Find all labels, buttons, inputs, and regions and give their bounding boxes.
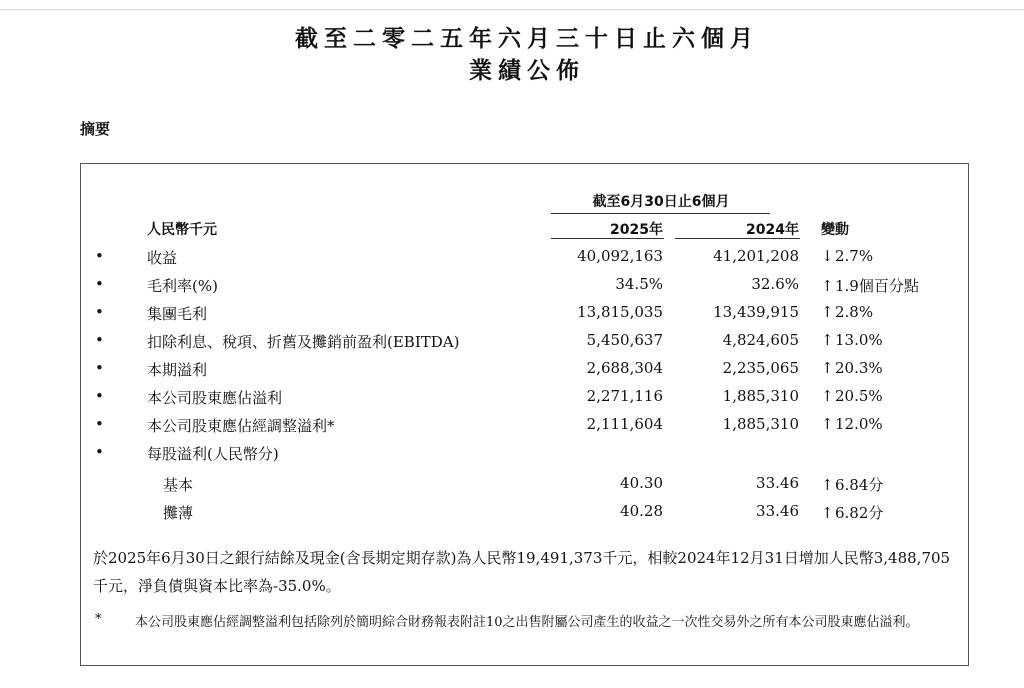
arrow-up-icon: ↑ (821, 331, 834, 349)
arrow-up-icon: ↑ (821, 415, 834, 433)
page-title: 截至二零二五年六月三十日止六個月 (295, 26, 759, 52)
value-2025: 40,092,163 (577, 247, 663, 265)
change-cell (821, 474, 883, 495)
page-subtitle: 業績公佈 (469, 58, 585, 84)
change-cell (821, 247, 873, 265)
change-value: 2.8% (835, 303, 874, 321)
row-label: 毛利率(%) (147, 277, 218, 295)
row-label: 基本 (163, 476, 194, 494)
arrow-up-icon: ↑ (821, 504, 834, 522)
row-label: 攤薄 (163, 504, 194, 522)
change-cell (821, 331, 883, 349)
change-value: 6.82分 (835, 504, 884, 522)
table-row (81, 359, 968, 385)
footnote-mark: * (95, 612, 102, 627)
value-2024: 33.46 (756, 502, 799, 520)
bullet: • (95, 303, 104, 321)
row-label: 本期溢利 (147, 361, 208, 379)
value-2025: 13,815,035 (577, 303, 663, 321)
period-underline (551, 213, 770, 214)
bullet: • (95, 359, 104, 377)
arrow-up-icon: ↑ (821, 359, 834, 377)
value-2024: 13,439,915 (713, 303, 799, 321)
arrow-down-icon: ↓ (821, 247, 834, 265)
unit-label: 人民幣千元 (147, 222, 217, 238)
change-value: 2.7% (835, 247, 874, 265)
value-2024: 4,824,605 (722, 331, 799, 349)
summary-box (80, 163, 969, 666)
table-row (81, 331, 968, 357)
table-row (81, 443, 968, 469)
row-label: 本公司股東應佔溢利 (147, 389, 283, 407)
change-value: 1.9個百分點 (835, 277, 919, 295)
top-divider (0, 9, 1024, 10)
bullet: • (95, 275, 104, 293)
bullet: • (95, 387, 104, 405)
value-2025: 2,688,304 (586, 359, 663, 377)
change-value: 13.0% (835, 331, 883, 349)
value-2024: 2,235,065 (722, 359, 799, 377)
change-value: 6.84分 (835, 476, 884, 494)
header-underline-2025 (551, 238, 664, 239)
table-row (81, 415, 968, 441)
value-2025: 34.5% (615, 275, 663, 293)
change-cell (821, 359, 883, 377)
row-label: 本公司股東應佔經調整溢利* (147, 417, 335, 435)
bullet: • (95, 247, 104, 265)
arrow-up-icon: ↑ (821, 476, 834, 494)
column-header-2024: 2024年 (746, 222, 799, 238)
change-cell (821, 502, 883, 523)
value-2025: 5,450,637 (586, 331, 663, 349)
cash-paragraph: 於2025年6月30日之銀行結餘及現金(含長期定期存款)為人民幣19,491,373千元，相較2024年12月31日增加人民幣3,488,705千元，淨負債與資本比率為-35.0%。 (93, 549, 951, 595)
value-2024: 1,885,310 (722, 415, 799, 433)
change-cell (821, 387, 883, 405)
change-cell (821, 415, 883, 433)
bullet: • (95, 443, 104, 461)
change-value: 12.0% (835, 415, 883, 433)
value-2024: 33.46 (756, 474, 799, 492)
arrow-up-icon: ↑ (821, 303, 834, 321)
change-value: 20.3% (835, 359, 883, 377)
value-2024: 41,201,208 (713, 247, 799, 265)
table-row (81, 474, 968, 500)
footnote-text: 本公司股東應佔經調整溢利包括除列於簡明綜合財務報表附註10之出售附屬公司產生的收益之一次性交易外之所有本公司股東應佔溢利。 (135, 615, 919, 630)
column-header-2025: 2025年 (610, 222, 663, 238)
value-2025: 40.28 (620, 502, 663, 520)
table-row (81, 387, 968, 413)
row-label: 收益 (147, 249, 178, 267)
change-value: 20.5% (835, 387, 883, 405)
table-row (81, 303, 968, 329)
row-label: 每股溢利(人民幣分) (147, 445, 279, 463)
table-row (81, 247, 968, 273)
change-cell (821, 275, 919, 296)
period-header: 截至6月30日止6個月 (592, 194, 730, 210)
row-label: 扣除利息、稅項、折舊及攤銷前盈利(EBITDA) (147, 333, 460, 351)
bullet: • (95, 415, 104, 433)
value-2025: 2,271,116 (586, 387, 663, 405)
header-underline-2024 (675, 238, 800, 239)
value-2025: 40.30 (620, 474, 663, 492)
arrow-up-icon: ↑ (821, 387, 834, 405)
section-title: 摘要 (80, 120, 111, 138)
arrow-up-icon: ↑ (821, 277, 834, 295)
column-header-change: 變動 (821, 222, 849, 238)
table-row (81, 502, 968, 528)
change-cell (821, 303, 873, 321)
value-2024: 32.6% (751, 275, 799, 293)
value-2024: 1,885,310 (722, 387, 799, 405)
value-2025: 2,111,604 (586, 415, 663, 433)
row-label: 集團毛利 (147, 305, 208, 323)
bullet: • (95, 331, 104, 349)
table-row (81, 275, 968, 301)
